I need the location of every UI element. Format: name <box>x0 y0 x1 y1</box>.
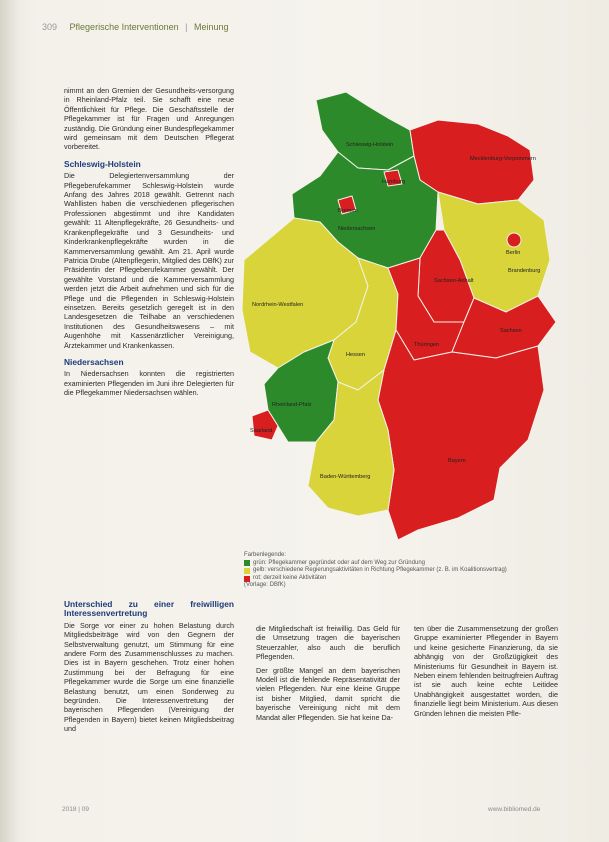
label-ni: Niedersachsen <box>338 226 376 232</box>
paragraph-schleswig-holstein: Die Delegiertenversammlung der Pflegeberufekammer Schleswig-Holstein wurde Anfang des Jahres 2018 gewählt. Getrennt nach Wahllisten haben die verschiedenen pflegerischen Professionen abgestimmt und ihre Kandidaten gewählt: 11 Altenpflegekräfte, 26 Gesundheits- und Krankenpflegekräfte und 3 Gesundheits- und Kinderkrankenpflegekräfte wurden in die Kammerversammlung gewählt. Am 21. April wurde Patricia Drube (Altenpflegerin, Mitglied des DBfK) zur Präsidentin der Pflegeberufekammer gewählt. Der gewählte Vorstand und die Kammerversammlung werden jetzt die Arbeit aufnehmen und sich für die Pflege und die Pflegenden in Schleswig-Holstein einsetzen. Bereits gesetzlich geregelt ist in den Landesgesetzen die Teilhabe an verschiedenen Institutionen des Gesundheitswesens – mit Augenhöhe mit Kassenärztlicher Vereinigung, Ärztekammer und Krankenkassen. <box>64 171 234 350</box>
region-bayern <box>378 330 544 540</box>
legend-red-text: rot: derzeit keine Aktivitäten <box>253 574 327 581</box>
section-topic: Meinung <box>194 22 229 32</box>
bottom-left-column <box>64 600 234 738</box>
region-schleswig-holstein <box>316 92 414 170</box>
heading-niedersachsen: Niedersachsen <box>64 356 124 367</box>
intro-paragraph: nimmt an den Gremien der Gesundheits-versorgung in Rheinland-Pfalz teil. Sie schafft eine neue Öffentlichkeit für Pflege. Die Geschäftsstelle der Pflegekammer ist für Fragen und Anregungen zuständig. Die Gründung einer Bundespflegekammer wird gemeinsam mit dem Deutschen Pflegerat vorbereitet. <box>64 86 234 152</box>
legend-yellow <box>244 567 507 575</box>
label-he: Hessen <box>346 352 365 358</box>
page-number: 309 <box>42 22 58 32</box>
paragraph-niedersachsen: In Niedersachsen konnten die registrierten examinierten Pflegenden im Juni ihre Delegierten für die Pflegekammer Niedersachsen wählen. <box>64 369 234 398</box>
legend-red-swatch <box>244 576 250 582</box>
region-berlin <box>507 233 521 247</box>
label-be: Berlin <box>506 250 521 256</box>
label-sh: Schleswig-Holstein <box>346 142 394 148</box>
label-bw: Baden-Württemberg <box>320 474 371 480</box>
paragraph-interessenvertretung: Die Sorge vor einer zu hohen Belastung durch Mitgliedsbeiträge wird von den Gegnern der Selbstverwaltung genutzt, um Stimmung für eine andere Form des Zusammenschlusses zu machen. Dies ist in Bayern geschehen. Trotz einer hohen Zustimmung bei der Befragung für eine Pflegekammer wurde die Sorge um eine finanzielle Belastung benutzt, um einen Sonderweg zu begründen. Die Interessenvertretung der bayerischen Pflegenden (Vereinigung der Pflegenden in Bayern) bietet keinen Mitgliedsbeitrag und <box>64 620 234 734</box>
label-hb: Bremen <box>338 208 358 214</box>
label-rp: Rheinland-Pfalz <box>272 402 312 408</box>
map-legend <box>244 552 507 590</box>
label-nw: Nordrhein-Westfalen <box>252 302 304 308</box>
legend-title: Farbenlegende: <box>244 552 287 558</box>
footer-website: www.bibliomed.de <box>488 806 541 813</box>
legend-yellow-swatch <box>244 568 250 574</box>
label-sl: Saarland <box>250 428 273 434</box>
page-header <box>42 22 229 32</box>
label-mv: Mecklenburg-Vorpommern <box>470 156 536 162</box>
paragraph-middle-2: Der größte Mangel an dem bayerischen Modell ist die fehlende Repräsentativität der vielen Pflegenden. Nur eine kleine Gruppe ist bisher Mitglied, damit spricht die bayerische Vereinigung nicht mit dem Mandat aller Pflegenden. Sie hat keine Da- <box>256 665 400 722</box>
legend-yellow-text: gelb: verschiedene Regierungsaktivitäten in Richtung Pflegekammer (z. B. im Koalitionsvertrag) <box>253 567 507 574</box>
legend-green-text: grün: Pflegekammer gegründet oder auf dem Weg zur Gründung <box>253 559 425 566</box>
label-hh: Hamburg <box>382 179 406 185</box>
label-by: Bayern <box>448 458 466 464</box>
paragraph-middle-1: die Mitgliedschaft ist freiwillig. Das Geld für die Umsetzung tragen die bayerischen Steuerzahler, also auch die beruflich Pflegenden. <box>256 624 400 662</box>
legend-green-swatch <box>244 560 250 566</box>
label-st: Sachsen-Anhalt <box>434 278 474 284</box>
heading-schleswig-holstein: Schleswig-Holstein <box>64 158 141 169</box>
label-th: Thüringen <box>414 342 440 348</box>
legend-red <box>244 575 507 583</box>
header-separator: | <box>185 22 188 32</box>
legend-source: (Vorlage: DBfK) <box>244 582 286 589</box>
bottom-right-column <box>414 624 558 722</box>
legend-green <box>244 560 507 568</box>
paragraph-right: ten über die Zusammensetzung der großen Gruppe examinierter Pflegender in Bayern und keine gesicherte Finanzierung, da sie abhängig von der Großzügigkeit des Ministeriums für Gesundheit in Bayern ist. Neben einem fehlenden beitrugfreien Auftrag ist sie auch keine echte Leitidee Unabhängigkeit ausgestattet worden, die finanzielle liegt beim Ministerium. Aus diesen Gründen lehnen die meisten Pfle- <box>414 624 558 718</box>
bottom-middle-column <box>256 624 400 726</box>
footer-issue: 2018 | 09 <box>62 806 89 813</box>
label-bb: Brandenburg <box>508 268 541 274</box>
heading-interessenvertretung: Unterschied zu einer freiwilligen Interessenvertretung <box>64 599 234 619</box>
germany-map <box>238 90 568 545</box>
section-title: Pflegerische Interventionen <box>69 22 179 32</box>
label-sn: Sachsen <box>500 328 522 334</box>
page-gutter <box>0 0 18 842</box>
left-column <box>64 86 234 402</box>
